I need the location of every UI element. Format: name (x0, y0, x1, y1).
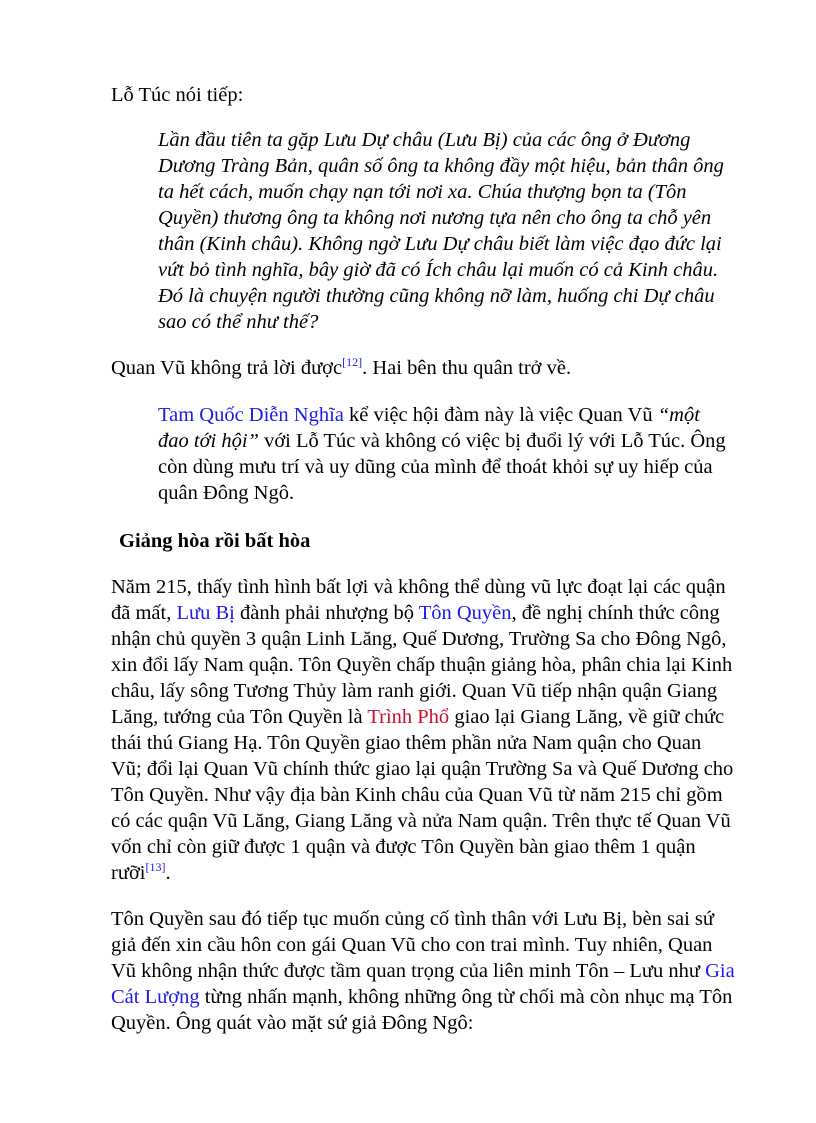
quote-line: Đó là chuyện người thường cũng không nỡ làm, huống chi Dự châu (158, 285, 715, 307)
text: , đề nghị chính thức công (511, 602, 720, 624)
text: từng nhấn mạnh, không những ông từ chối mà còn nhục mạ Tôn (199, 986, 733, 1008)
text: đành phải nhượng bộ (234, 602, 419, 624)
paragraph-line: nhận chủ quyền 3 quận Linh Lăng, Quế Dương, Trường Sa cho Đông Ngô, (111, 628, 727, 650)
paragraph-line: châu, lấy sông Tương Thủy làm ranh giới. Quan Vũ tiếp nhận quận Giang (111, 680, 718, 702)
commentary-note (158, 402, 778, 506)
quote-line: ta hết cách, muốn chạy nạn tới nơi xa. Chúa thượng bọn ta (Tôn (158, 181, 687, 203)
paragraph-line: Vũ; đổi lại Quan Vũ chính thức giao lại quận Trường Sa và Quế Dương cho (111, 758, 734, 780)
reply-line (111, 355, 571, 381)
paragraph-line (111, 958, 781, 984)
paragraph-line: vốn chỉ còn giữ được 1 quận và được Tôn Quyền bàn giao thêm 1 quận (111, 836, 696, 858)
note-text: với Lỗ Túc và không có việc bị đuổi lý với Lỗ Túc. Ông (258, 430, 726, 452)
link-ton-quyen[interactable]: Tôn Quyền (418, 602, 512, 624)
quote-line: thân (Kinh châu). Không ngờ Lưu Dự châu biết làm việc đạo đức lại (158, 233, 722, 255)
quote-line: vứt bỏ tình nghĩa, bây giờ đã có Ích châu lại muốn có cả Kinh châu. (158, 259, 719, 281)
note-quote: đao tới hội” (158, 430, 259, 452)
link-trinh-pho[interactable]: Trình Phổ (367, 706, 450, 728)
intro-line: Lỗ Túc nói tiếp: (111, 84, 244, 106)
reply-text-end: . Hai bên thu quân trở về. (362, 357, 572, 379)
text: Lăng, tướng của Tôn Quyền là (111, 706, 368, 728)
text: giao lại Giang Lăng, về giữ chức (449, 706, 725, 728)
note-line (158, 402, 778, 428)
quote-line: Quyền) thương ông ta không nơi nương tựa nên cho ông ta chỗ yên (158, 207, 712, 229)
paragraph-line (111, 600, 781, 626)
paragraph-line: Tôn Quyền sau đó tiếp tục muốn củng cố tình thân với Lưu Bị, bèn sai sứ (111, 908, 714, 930)
paragraph-line: có các quận Vũ Lăng, Giang Lăng và nửa Nam quận. Trên thực tế Quan Vũ (111, 810, 731, 832)
note-line: còn dùng mưu trí và uy dũng của mình để thoát khỏi sự uy hiếp của (158, 456, 713, 478)
quote-line: sao có thể như thế? (158, 311, 319, 333)
paragraph-line: xin đổi lấy Nam quận. Tôn Quyền chấp thuận giảng hòa, phân chia lại Kinh (111, 654, 733, 676)
link-gia-cat-luong[interactable]: Cát Lượng (111, 986, 200, 1008)
note-text: kể việc hội đàm này là việc Quan Vũ (343, 404, 658, 426)
footnote-ref-13[interactable]: [13] (145, 860, 166, 874)
text: Vũ không nhận thức được tầm quan trọng của liên minh Tôn – Lưu như (111, 960, 706, 982)
paragraph-line: Năm 215, thấy tình hình bất lợi và không thể dùng vũ lực đoạt lại các quận (111, 576, 726, 598)
link-tam-quoc-dien-nghia[interactable]: Tam Quốc Diễn Nghĩa (158, 404, 344, 426)
paragraph-line: Quyền. Ông quát vào mặt sứ giả Đông Ngô: (111, 1012, 474, 1034)
text: rưỡi (111, 862, 146, 884)
paragraph-line: giả đến xin cầu hôn con gái Quan Vũ cho con trai mình. Tuy nhiên, Quan (111, 934, 713, 956)
note-quote: “một (657, 404, 700, 426)
text: đã mất, (111, 602, 177, 624)
paragraph-line (111, 984, 781, 1010)
quote-line: Dương Tràng Bản, quân số ông ta không đầy một hiệu, bản thân ông (158, 155, 724, 177)
paragraph (111, 574, 781, 886)
note-line: quân Đông Ngô. (158, 482, 295, 504)
link-luu-bi[interactable]: Lưu Bị (176, 602, 235, 624)
note-line (158, 428, 778, 454)
paragraph-line (111, 704, 781, 730)
text: . (165, 862, 171, 884)
link-gia-cat-luong[interactable]: Gia (705, 960, 735, 982)
paragraph-line: Tôn Quyền. Như vậy địa bàn Kinh châu của Quan Vũ từ năm 215 chỉ gồm (111, 784, 723, 806)
paragraph-line (111, 860, 781, 886)
paragraph-line: thái thú Giang Hạ. Tôn Quyền giao thêm phần nửa Nam quận cho Quan (111, 732, 702, 754)
paragraph (111, 906, 781, 1036)
section-heading: Giảng hòa rồi bất hòa (119, 530, 311, 552)
reply-text: Quan Vũ không trả lời được (111, 357, 343, 379)
quotation-block (158, 127, 778, 335)
footnote-ref-12[interactable]: [12] (342, 355, 363, 369)
quote-line: Lần đầu tiên ta gặp Lưu Dự châu (Lưu Bị) của các ông ở Đương (158, 129, 691, 151)
